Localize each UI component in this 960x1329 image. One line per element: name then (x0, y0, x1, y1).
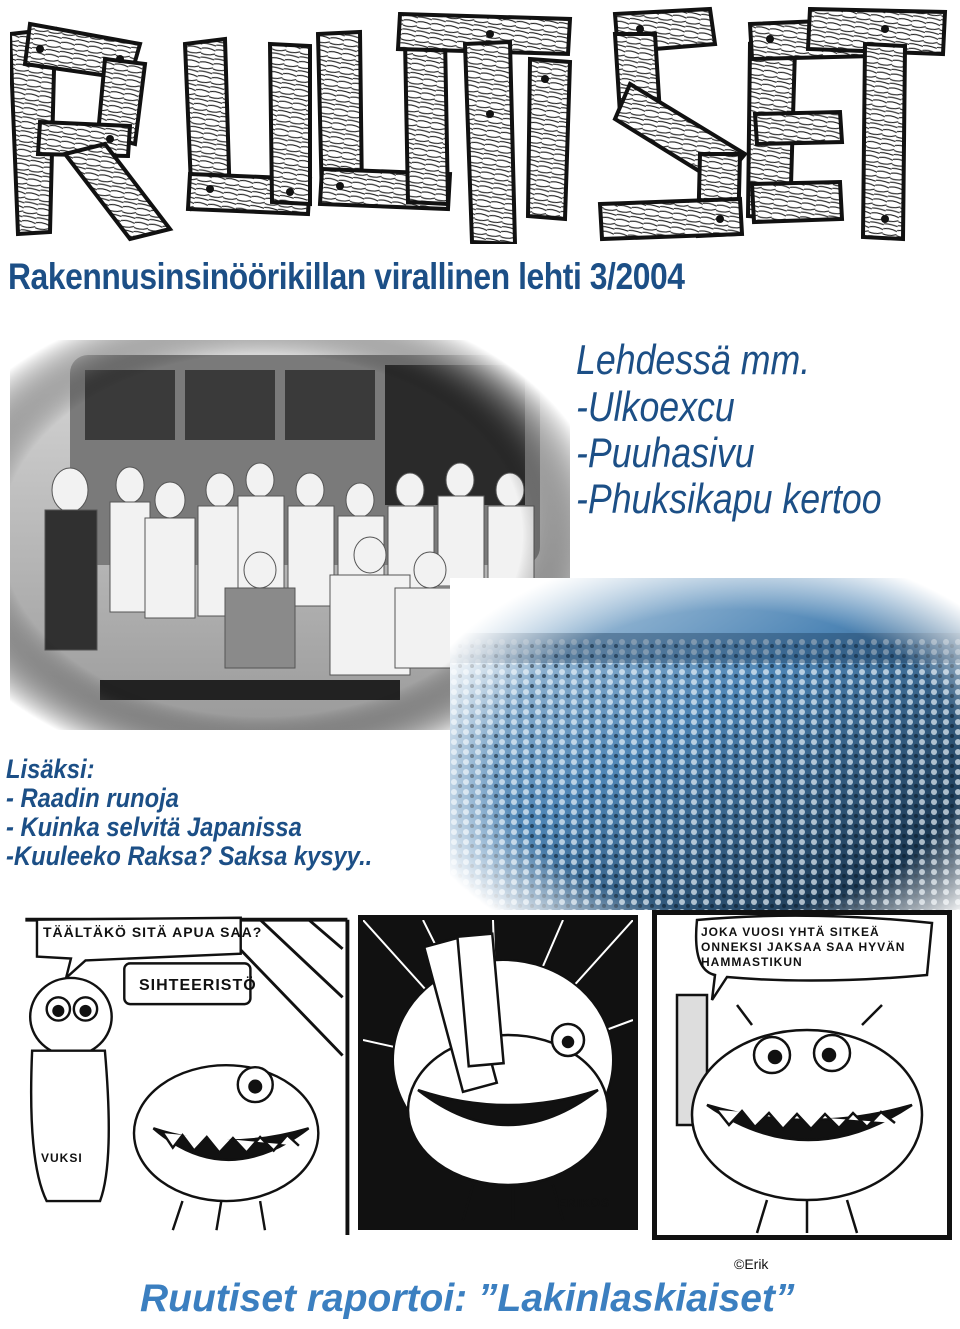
comic-panel-2 (358, 915, 638, 1230)
footer-headline: Ruutiset raportoi: ”Lakinlaskiaiset” (140, 1277, 795, 1320)
comic-shirt-text: VUKSI (41, 1151, 83, 1165)
contents-item: -Ulkoexcu (576, 383, 735, 430)
contents-list (576, 336, 960, 522)
comic-speech-bubble-text: JOKA VUOSI YHTÄ SITKEÄ ONNEKSI JAKSAA SAA HYVÄN HAMMASTIKUN (701, 925, 906, 969)
contents-item: -Phuksikapu kertoo (576, 475, 882, 522)
contents-item: -Puuhasivu (576, 429, 755, 476)
crowd-photo (450, 578, 960, 910)
comic-speech-bubble-text: TÄÄLTÄKÖ SITÄ APUA SAA? (43, 924, 263, 940)
contents-heading: Lehdessä mm. (576, 336, 811, 383)
wooden-letters-logo (10, 4, 950, 244)
extras-item: -Kuuleeko Raksa? Saksa kysyy.. (6, 841, 373, 871)
comic-panel-3 (652, 910, 952, 1240)
comic-credit: ©Erik (734, 1256, 769, 1272)
extras-list (6, 755, 466, 871)
extras-item: - Raadin runoja (6, 783, 179, 813)
publication-subtitle: Rakennusinsinöörikillan virallinen lehti 3/2004 (8, 256, 685, 297)
extras-item: - Kuinka selvitä Japanissa (6, 812, 302, 842)
masthead-logo (10, 4, 950, 244)
comic-sign-text: SIHTEERISTÖ (139, 977, 257, 994)
extras-heading: Lisäksi: (6, 754, 95, 784)
comic-signature: ERIKOS (558, 1196, 611, 1210)
comic-panel-1 (10, 905, 350, 1240)
